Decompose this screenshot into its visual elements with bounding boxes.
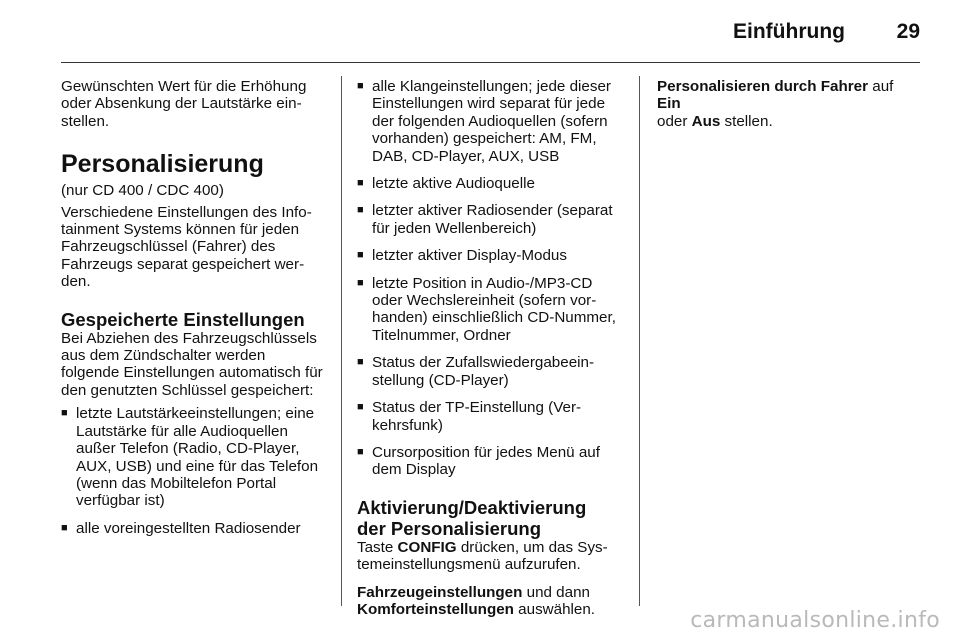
bullet-icon: ■ <box>357 445 364 458</box>
intro-paragraph: Gewünschten Wert für die Erhöhung oder Absenkung der Lautstärke einstellen. <box>61 78 307 130</box>
list-item: ■ letzter aktiver Display-Modus <box>357 247 567 265</box>
bullet-icon: ■ <box>61 407 68 420</box>
option-on: Ein <box>657 95 681 113</box>
bullet-icon: ■ <box>357 80 364 92</box>
list-item: ■ letzte Lautstärkeeinstellungen; eine Lautstärke für alle Audioquellen außer Telefon (Radio, CD-Player, AUX, USB) und eine für das Telefon (wenn das Mobiltelefon Portal verfügbar ist) <box>61 405 319 510</box>
column-2 <box>357 78 619 628</box>
list-item: ■ alle Klangeinstellungen; jede dieser Einstellungen wird separat für jede der folgenden Audioquellen (sofern vorhanden) gespeichert: AM, FM, DAB, CD-Player, AUX, USB <box>357 78 611 165</box>
column-1 <box>61 78 326 547</box>
column-divider-2 <box>639 76 640 606</box>
list-item: ■ Status der Zufallswiedergabeeinstellung (CD-Player) <box>357 354 595 389</box>
section-heading: Personalisierung <box>61 150 264 179</box>
menu-comfort-settings: Komforteinstellungen <box>357 600 514 618</box>
bullet-list <box>61 405 326 537</box>
config-key: CONFIG <box>397 538 457 556</box>
list-item: ■ letzter aktiver Radiosender (separat für jeden Wellenbereich) <box>357 202 613 237</box>
personalize-instruction: Personalisieren durch Fahrer auf Ein oder Aus stellen. <box>657 78 894 130</box>
list-item: ■ Status der TP-Einstellung (Verkehrsfunk) <box>357 399 582 434</box>
subsection-text: Bei Abziehen des Fahrzeugschlüssels aus dem Zündschalter werden folgende Einstellungen automatisch für den genutzten Schlüssel gespeichert: <box>61 329 323 399</box>
header-title: Einführung <box>733 20 845 43</box>
bullet-icon: ■ <box>357 204 364 217</box>
bullet-list <box>357 78 619 479</box>
subsection-heading: Gespeicherte Einstellungen <box>61 308 305 330</box>
column-3 <box>657 78 919 140</box>
bullet-icon: ■ <box>61 521 68 534</box>
list-item: ■ letzte aktive Audioquelle <box>357 175 535 193</box>
column-divider-1 <box>341 76 342 606</box>
menu-vehicle-settings: Fahrzeugeinstellungen <box>357 583 523 601</box>
watermark: carmanualsonline.info <box>690 608 940 633</box>
activation-heading: Aktivierung/Deaktivierung der Personalisierung <box>357 496 587 539</box>
bullet-icon: ■ <box>357 177 364 190</box>
bullet-icon: ■ <box>357 249 364 262</box>
config-instruction: Taste CONFIG drücken, um das Systemeinstellungsmenü aufzurufen. <box>357 538 608 574</box>
section-note: (nur CD 400 / CDC 400) <box>61 182 224 200</box>
menu-personalize-by-driver: Personalisieren durch Fahrer <box>657 78 869 95</box>
header-rule <box>61 62 920 63</box>
bullet-icon: ■ <box>357 276 364 289</box>
option-off: Aus <box>691 112 721 130</box>
list-item: ■ alle voreingestellten Radiosender <box>61 519 301 537</box>
section-description: Verschiedene Einstellungen des Infotainment Systems können für jeden Fahrzeugschlüssel (Fahrer) des Fahrzeugs separat gespeichert werden. <box>61 203 312 291</box>
list-item: ■ Cursorposition für jedes Menü auf dem Display <box>357 443 600 479</box>
menu-instruction: Fahrzeugeinstellungen und dann Komforteinstellungen auswählen. <box>357 583 596 618</box>
bullet-icon: ■ <box>357 401 364 414</box>
list-item: ■ letzte Position in Audio-/MP3-CD oder Wechslereinheit (sofern vorhanden) einschließlich CD-Nummer, Titelnummer, Ordner <box>357 274 616 344</box>
page-number: 29 <box>896 20 920 43</box>
bullet-icon: ■ <box>357 356 364 369</box>
